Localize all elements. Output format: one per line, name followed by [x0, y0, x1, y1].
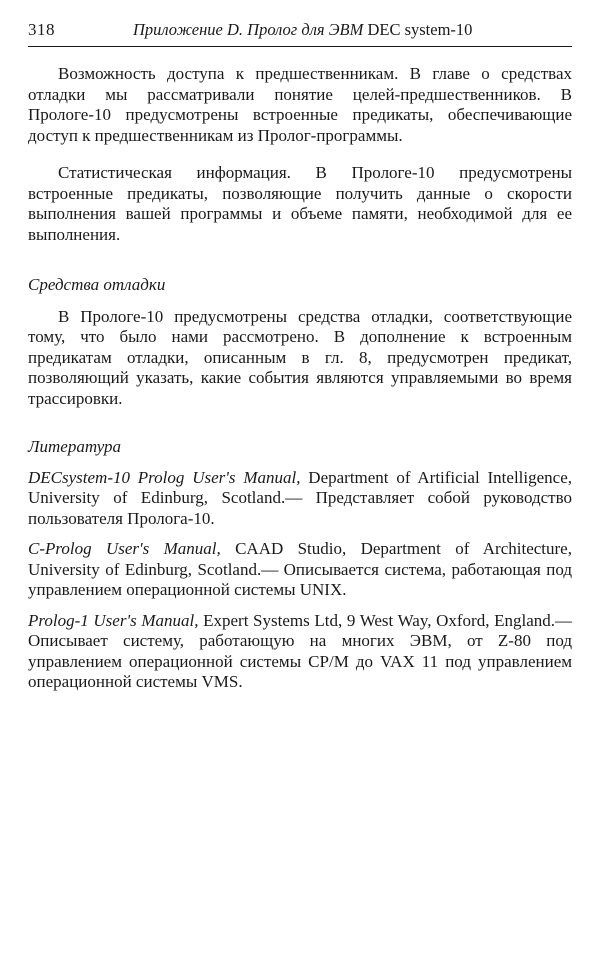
running-header — [28, 20, 572, 47]
paragraph-ancestor-access: Возможность доступа к предшественникам. В главе о средствах отладки мы рассматривали понятие целей-предшественников. В Прологе-10 предусмотрены встроенные предикаты, обеспечивающие доступ к предшественникам из Пролог-программы. — [28, 64, 572, 145]
reference-title: DECsystem-10 Prolog User's Manual, — [28, 467, 301, 487]
reference-item — [28, 468, 572, 530]
reference-title: Prolog-1 User's Manual, — [28, 610, 199, 630]
section-heading-debugging: Средства отладки — [28, 275, 166, 294]
reference-item — [28, 611, 572, 693]
paragraph-statistics: Статистическая информация. В Прологе-10 предусмотрены встроенные предикаты, позволяющие получить данные о скорости выполнения вашей программы и объеме памяти, необходимой для ее выполнения. — [28, 163, 572, 244]
running-title — [133, 20, 472, 41]
running-title-roman: DEC system-10 — [367, 20, 473, 39]
reference-text: Department of Artificial Intelligence, University of Edinburg, Scotland.— Представляет собой руководство пользователя Пролога-10. — [28, 467, 572, 528]
page-body — [28, 64, 572, 693]
reference-item — [28, 539, 572, 601]
page-number: 318 — [28, 20, 55, 39]
section-heading-literature: Литература — [28, 437, 122, 456]
running-title-italic: Приложение D. Пролог для ЭВМ — [133, 20, 364, 39]
reference-title: C-Prolog User's Manual, — [28, 539, 221, 558]
reference-text: CAAD Studio, Department of Architecture, University of Edinburg, Scotland.— Описывается система, работающая под управлением операционной системы UNIX. — [28, 539, 572, 599]
reference-text: Expert Systems Ltd, 9 West Way, Oxford, England.— Описывает систему, работающую на многих ЭВМ, от Z-80 под управлением операционной системы CP/M до VAX 11 под управлением операционной системы VMS. — [28, 610, 572, 691]
paragraph-debugging: В Прологе-10 предусмотрены средства отладки, соответствующие тому, что было нами рассмотрено. В дополнение к встроенным предикатам отладки, описанным в гл. 8, предусмотрен предикат, позволяющий указать, какие события являются управляемыми во время трассировки. — [28, 306, 572, 408]
